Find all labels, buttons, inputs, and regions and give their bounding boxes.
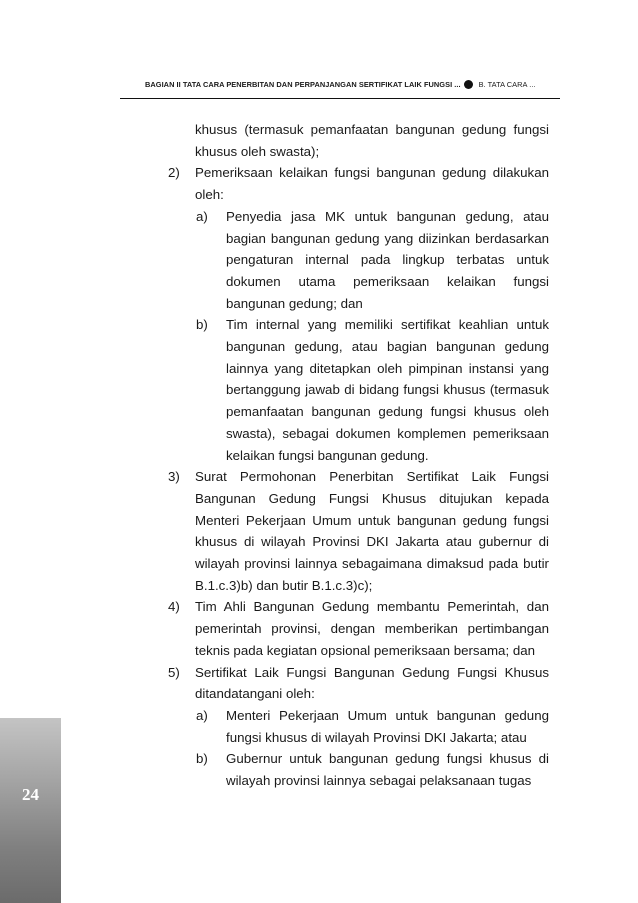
sub-item-2a — [168, 206, 549, 315]
list-item-5 — [168, 662, 549, 705]
page-number-tab — [0, 718, 61, 903]
list-item-4 — [168, 596, 549, 661]
sub-item-text: Tim internal yang memiliki sertifikat keahlian untuk bangunan gedung, atau bagian bangunan gedung lainnya yang ditetapkan oleh pimpinan instansi yang bertanggung jawab di bidang fungsi khusus (termasuk pemanfaatan bangunan gedung fungsi khusus oleh swasta), sebagai dokumen komplemen pemeriksaan kelaikan fungsi bangunan gedung. — [226, 317, 549, 463]
running-header — [145, 80, 550, 89]
list-item-2 — [168, 162, 549, 205]
sub-item-5a — [168, 705, 549, 748]
sub-item-letter: b) — [196, 317, 208, 333]
header-divider — [120, 98, 560, 99]
list-item-text: Tim Ahli Bangunan Gedung membantu Pemerintah, dan pemerintah provinsi, dengan memberikan pertimbangan teknis pada kegiatan opsional pemeriksaan bersama; dan — [195, 599, 549, 658]
list-number: 5) — [168, 664, 180, 680]
list-item-text: Pemeriksaan kelaikan fungsi bangunan gedung dilakukan oleh: — [195, 165, 549, 203]
bullet-icon — [464, 80, 473, 89]
list-item-text: Surat Permohonan Penerbitan Sertifikat Laik Fungsi Bangunan Gedung Fungsi Khusus ditujukan kepada Menteri Pekerjaan Umum untuk bangunan gedung fungsi khusus di wilayah Provinsi DKI Jakarta atau gubernur di wilayah provinsi lainnya sebagaimana dimaksud pada butir B.1.c.3)b) dan butir B.1.c.3)c); — [195, 469, 549, 593]
paragraph-text: khusus (termasuk pemanfaatan bangunan gedung fungsi khusus oleh swasta); — [195, 122, 549, 159]
sub-item-text: Menteri Pekerjaan Umum untuk bangunan gedung fungsi khusus di wilayah Provinsi DKI Jakarta; atau — [226, 707, 549, 745]
paragraph-continuation — [168, 119, 549, 162]
list-item-3 — [168, 466, 549, 596]
sub-item-letter: a) — [196, 707, 208, 723]
list-number: 3) — [168, 469, 180, 485]
sub-item-letter: a) — [196, 208, 208, 224]
sub-item-text: Penyedia jasa MK untuk bangunan gedung, atau bagian bangunan gedung yang diizinkan berdasarkan pengaturan internal pada lingkup terbatas untuk dokumen utama pemeriksaan kelaikan fungsi bangunan gedung; dan — [226, 208, 549, 311]
sub-item-2b — [168, 314, 549, 466]
header-section-title: B. TATA CARA ... — [478, 80, 536, 89]
page-body — [168, 119, 549, 792]
sub-item-letter: b) — [196, 751, 208, 767]
list-item-text: Sertifikat Laik Fungsi Bangunan Gedung Fungsi Khusus ditandatangani oleh: — [195, 664, 549, 702]
list-number: 2) — [168, 165, 180, 181]
sub-item-text: Gubernur untuk bangunan gedung fungsi khusus di wilayah provinsi lainnya sebagai pelaksanaan tugas — [226, 751, 549, 789]
list-number: 4) — [168, 599, 180, 615]
header-chapter-title: BAGIAN II TATA CARA PENERBITAN DAN PERPANJANGAN SERTIFIKAT LAIK FUNGSI ... — [145, 80, 461, 89]
sub-item-5b — [168, 748, 549, 791]
page-number: 24 — [22, 785, 39, 804]
